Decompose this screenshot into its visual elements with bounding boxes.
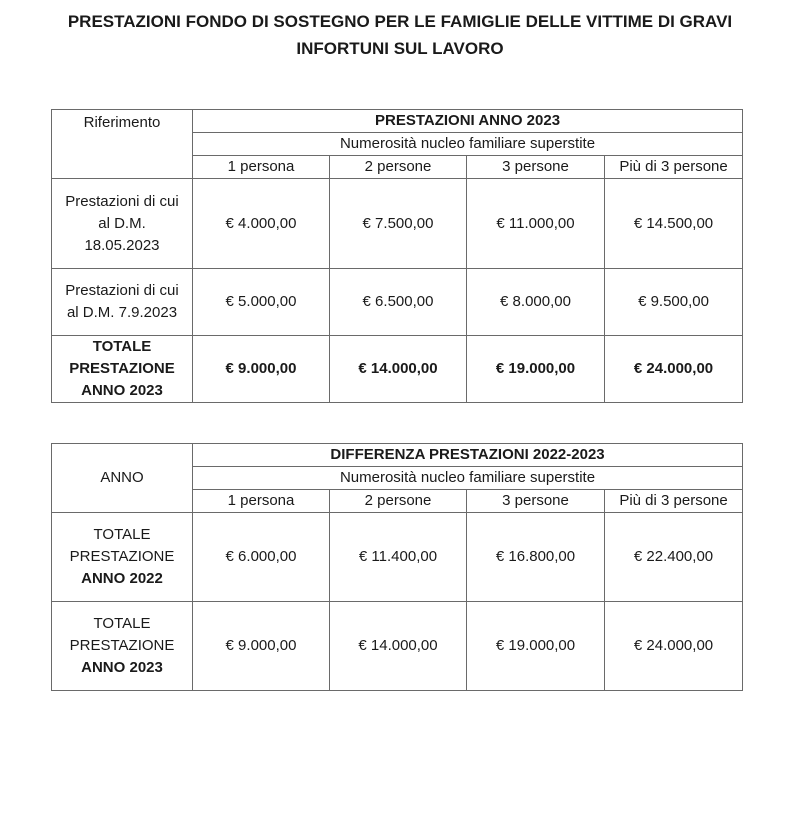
- value-cell: € 14.000,00: [330, 336, 467, 403]
- main-header-label: PRESTAZIONI ANNO 2023: [375, 112, 561, 129]
- prestazioni-2023-table: [51, 109, 743, 403]
- value-cell: € 9.000,00: [193, 336, 330, 403]
- value-cell: € 6.000,00: [193, 513, 330, 602]
- ref-header-cell: [52, 444, 193, 513]
- row-label-cell: [52, 602, 193, 691]
- row-label-line: 18.05.2023: [84, 236, 160, 254]
- value-cell: € 14.000,00: [330, 602, 467, 691]
- value-cell: € 16.800,00: [467, 513, 605, 602]
- table-row: [52, 602, 743, 691]
- row-label-line: ANNO 2023: [81, 659, 163, 676]
- differenza-prestazioni-table: [51, 443, 743, 691]
- row-label-cell: [52, 269, 193, 336]
- column-header: 3 persone: [467, 490, 605, 513]
- row-label-line: TOTALE: [93, 526, 151, 543]
- value-cell: € 14.500,00: [605, 179, 743, 269]
- value-cell: € 8.000,00: [467, 269, 605, 336]
- row-label-cell: [52, 179, 193, 269]
- row-label-line: ANNO 2023: [81, 382, 163, 399]
- ref-header-label: ANNO: [100, 469, 144, 486]
- column-header: 1 persona: [193, 156, 330, 179]
- value-cell: € 24.000,00: [605, 602, 743, 691]
- column-header: 2 persone: [330, 156, 467, 179]
- main-header-label: DIFFERENZA PRESTAZIONI 2022-2023: [330, 446, 605, 463]
- column-header: Più di 3 persone: [605, 156, 743, 179]
- total-row: [52, 336, 743, 403]
- value-cell: € 9.000,00: [193, 602, 330, 691]
- document-title: [20, 8, 780, 62]
- column-header: 2 persone: [330, 490, 467, 513]
- sub-header-label: Numerosità nucleo familiare superstite: [339, 135, 596, 152]
- row-label-line: al D.M.: [98, 214, 146, 232]
- row-label-line: TOTALE: [92, 338, 152, 355]
- column-header: Più di 3 persone: [605, 490, 743, 513]
- row-label-cell: [52, 336, 193, 403]
- value-cell: € 22.400,00: [605, 513, 743, 602]
- row-label-line: PRESTAZIONE: [69, 548, 175, 565]
- sub-header-cell: [193, 467, 743, 490]
- row-label-line: Prestazioni di cui: [65, 192, 179, 210]
- row-label-line: Prestazioni di cui: [65, 282, 179, 299]
- column-header: 3 persone: [467, 156, 605, 179]
- row-label-line: TOTALE: [93, 615, 151, 632]
- value-cell: € 19.000,00: [467, 336, 605, 403]
- value-cell: € 6.500,00: [330, 269, 467, 336]
- row-label-line: PRESTAZIONE: [69, 360, 175, 377]
- table-row: [52, 513, 743, 602]
- table-row: [52, 179, 743, 269]
- ref-header-label: Riferimento: [83, 114, 161, 131]
- value-cell: € 11.400,00: [330, 513, 467, 602]
- main-header-cell: [193, 444, 743, 467]
- row-label-line: PRESTAZIONE: [69, 637, 175, 654]
- value-cell: € 19.000,00: [467, 602, 605, 691]
- table-row: [52, 269, 743, 336]
- value-cell: € 4.000,00: [193, 179, 330, 269]
- main-header-cell: [193, 110, 743, 133]
- value-cell: € 11.000,00: [467, 179, 605, 269]
- row-label-line: ANNO 2022: [81, 570, 163, 587]
- value-cell: € 5.000,00: [193, 269, 330, 336]
- value-cell: € 9.500,00: [605, 269, 743, 336]
- column-header: 1 persona: [193, 490, 330, 513]
- document-title-line-1: PRESTAZIONI FONDO DI SOSTEGNO PER LE FAMIGLIE DELLE VITTIME DI GRAVI: [67, 12, 733, 31]
- value-cell: € 7.500,00: [330, 179, 467, 269]
- ref-header-cell: [52, 110, 193, 179]
- sub-header-cell: [193, 133, 743, 156]
- row-label-line: al D.M. 7.9.2023: [66, 304, 178, 321]
- document-title-line-2: INFORTUNI SUL LAVORO: [296, 39, 504, 58]
- value-cell: € 24.000,00: [605, 336, 743, 403]
- sub-header-label: Numerosità nucleo familiare superstite: [339, 469, 596, 486]
- row-label-cell: [52, 513, 193, 602]
